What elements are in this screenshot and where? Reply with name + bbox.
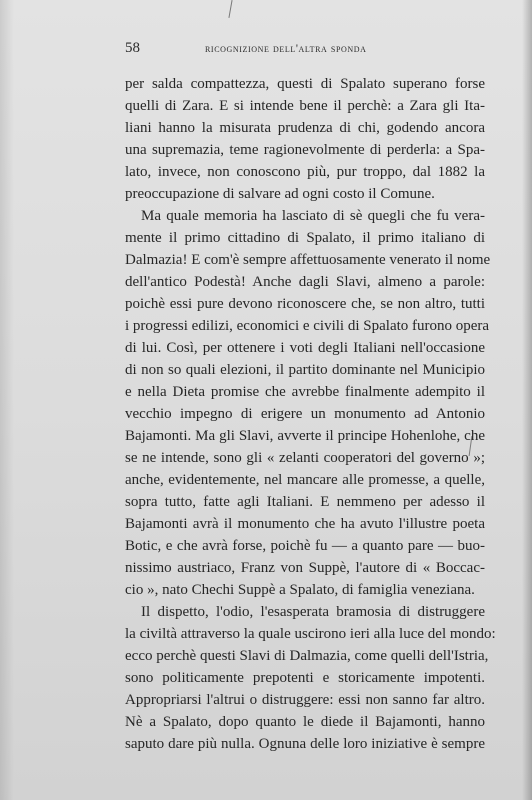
text-line: liani hanno la misurata prudenza di chi, godendo ancora: [125, 120, 485, 136]
text-line: ecco perchè questi Slavi di Dalmazia, come quelli dell'Istria,: [125, 648, 489, 664]
text-line: vecchio impegno di erigere un monumento ad Antonio: [125, 406, 485, 422]
text-line: di lui. Così, per ottenere i voti degli Italiani nell'occasione: [125, 340, 485, 356]
text-line: preoccupazione di salvare ad ogni costo il Comune.: [125, 186, 435, 202]
text-line: Il dispetto, l'odio, l'esasperata bramosia di distruggere: [141, 604, 485, 620]
text-line: di non so quali elezioni, il partito dominante nel Municipio: [125, 362, 485, 378]
text-line: mente il primo cittadino di Spalato, il primo italiano di: [125, 230, 485, 246]
text-line: la civiltà attraverso la quale uscirono ieri alla luce del mondo:: [125, 626, 496, 642]
text-line: dell'antico Podestà! Anche dagli Slavi, almeno a parole:: [125, 274, 485, 290]
paper-scratch-mark: [228, 0, 232, 18]
text-line: Botic, e che avrà forse, poichè fu — a quanto pare — buo-: [125, 538, 485, 554]
page-header: [125, 40, 420, 60]
text-line: Nè a Spalato, dopo quanto le diede il Bajamonti, hanno: [125, 714, 485, 730]
text-line: una supremazia, teme ragionevolmente di perderla: a Spa-: [125, 142, 485, 158]
text-line: quelli di Zara. E si intende bene il perchè: a Zara gli Ita-: [125, 98, 485, 114]
text-line: Bajamonti. Ma gli Slavi, avverte il principe Hohenlohe, che: [125, 428, 485, 444]
text-line: sono politicamente prepotenti e storicamente impotenti.: [125, 670, 485, 686]
text-line: anche, evidentemente, nel mancare alle promesse, a quelle,: [125, 472, 485, 488]
text-line: poichè essi pure devono riconoscere che, se non altro, tutti: [125, 296, 485, 312]
text-line: per salda compattezza, questi di Spalato superano forse: [125, 76, 485, 92]
body-text: [125, 73, 496, 755]
text-line: Ma quale memoria ha lasciato di sè quegli che fu vera-: [141, 208, 485, 224]
text-line: saputo dare più nulla. Ognuna delle loro iniziative è sempre: [125, 736, 485, 752]
text-line: Appropriarsi l'altrui o distruggere: essi non sanno far altro.: [125, 692, 485, 708]
page-number: 58: [125, 40, 140, 56]
text-line: cio », nato Chechi Suppè a Spalato, di famiglia veneziana.: [125, 582, 475, 598]
text-line: lato, invece, non conoscono più, pur troppo, dal 1882 la: [125, 164, 485, 180]
text-line: e nella Dieta promise che avrebbe finalmente adempito il: [125, 384, 485, 400]
text-line: i progressi edilizi, economici e civili di Spalato furono opera: [125, 318, 490, 334]
text-line: se ne intende, sono gli « zelanti cooperatori del governo »;: [125, 450, 485, 466]
text-line: sopra tutto, fatte agli Italiani. E nemmeno per adesso il: [125, 494, 485, 510]
text-line: nissimo austriaco, Franz von Suppè, l'autore di « Boccac-: [125, 560, 485, 576]
text-line: Dalmazia! E com'è sempre affettuosamente venerato il nome: [125, 252, 491, 268]
text-line: Bajamonti avrà il monumento che ha avuto l'illustre poeta: [125, 516, 485, 532]
running-head: ricognizione dell'altra sponda: [205, 43, 367, 55]
